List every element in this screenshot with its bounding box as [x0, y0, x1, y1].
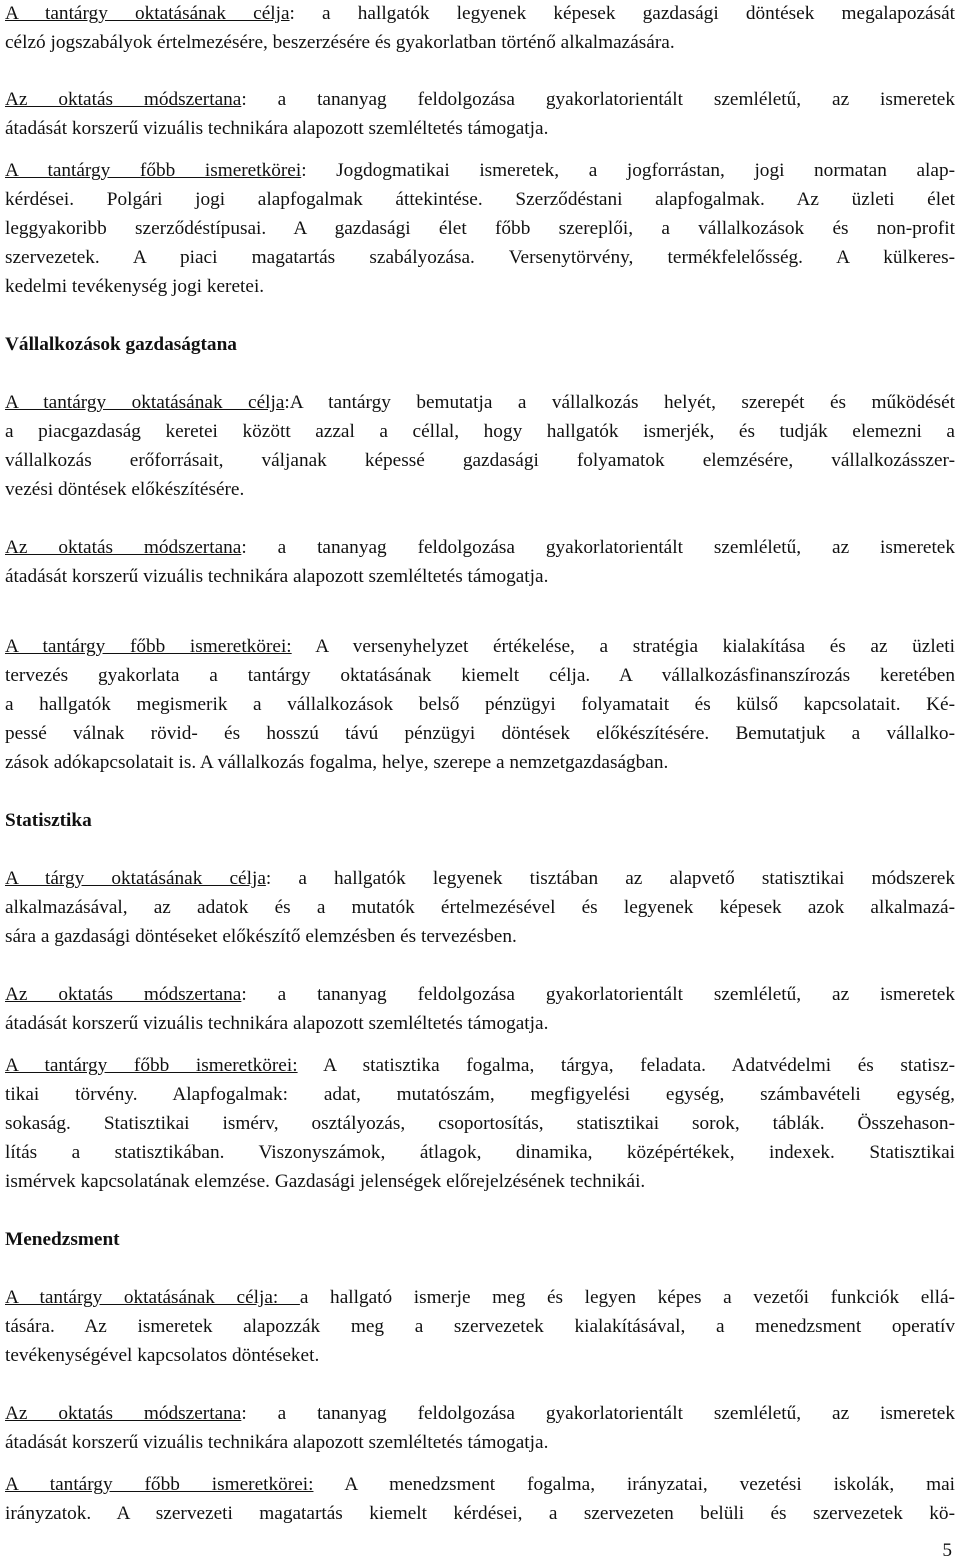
underlined-label: A tantárgy főbb ismeretkörei: [5, 1474, 314, 1495]
text-line [5, 1110, 955, 1137]
line-text: Statisztika [5, 810, 92, 831]
text-line [5, 534, 955, 561]
line-text: vezési döntések előkészítésére. [5, 479, 245, 500]
line-text: sokaság. Statisztikai ismérv, osztályozás, csoportosítás, statisztikai sorok, táblák. Összehason- [5, 1113, 955, 1134]
text-line [5, 1500, 955, 1527]
line-text: : a hallgatók legyenek tisztában az alapvető statisztikai módszerek [265, 868, 955, 889]
line-text: szervezetek. A piaci magatartás szabályozása. Versenytörvény, termékfelelősség. A külkeres- [5, 247, 955, 268]
text-line [5, 1284, 955, 1311]
text-line [5, 1342, 955, 1369]
page-number: 5 [942, 1540, 952, 1561]
line-text: irányzatok. A szervezeti magatartás kiemelt kérdései, a szervezeten belüli és szervezetek kö- [5, 1503, 955, 1524]
line-text: zások adókapcsolatait is. A vállalkozás fogalma, helye, szerepe a nemzetgazdaságban. [5, 752, 669, 773]
line-text: átadását korszerű vizuális technikára alapozott szemléltetés támogatja. [5, 566, 549, 587]
text-line [5, 418, 955, 445]
text-line [5, 923, 955, 950]
line-text: alkalmazásával, az adatok és a mutatók értelmezésével és legyenek képesek azok alkalmazá- [5, 897, 955, 918]
text-line [5, 86, 955, 113]
text-line [5, 29, 955, 56]
text-line [5, 389, 955, 416]
text-line [5, 115, 955, 142]
text-line [5, 476, 955, 503]
underlined-label: A tárgy oktatásának célja [5, 868, 266, 889]
line-text: leggyakoribb szerződéstípusai. A gazdasági élet főbb szereplői, a vállalkozások és non-profit [5, 218, 955, 239]
line-text: :A tantárgy bemutatja a vállalkozás helyét, szerepét és működését [284, 392, 955, 413]
line-text: a piacgazdaság keretei között azzal a céllal, hogy hallgatók ismerjék, és tudják elemezni a [5, 421, 955, 442]
underlined-label: A tantárgy főbb ismeretkörei: [5, 1055, 298, 1076]
underlined-label: A tantárgy főbb ismeretkörei [5, 160, 302, 181]
text-line [5, 1429, 955, 1456]
underlined-label: A tantárgy oktatásának célja [5, 392, 285, 413]
text-line [5, 662, 955, 689]
underlined-label: A tantárgy oktatásának célja: [5, 1287, 300, 1308]
line-text: célzó jogszabályok értelmezésére, beszerzésére és gyakorlatban történő alkalmazására. [5, 32, 675, 53]
line-text: Vállalkozások gazdaságtana [5, 334, 237, 355]
text-line [5, 894, 955, 921]
line-text: : a tananyag feldolgozása gyakorlatorientált szemléletű, az ismeretek [241, 1403, 955, 1424]
line-text: lítás a statisztikában. Viszonyszámok, átlagok, dinamika, középértékek, indexek. Statisztikai [5, 1142, 955, 1163]
line-text: : a hallgatók legyenek képesek gazdasági döntések megalapozását [289, 3, 956, 24]
line-text: tevékenységével kapcsolatos döntéseket. [5, 1345, 320, 1366]
underlined-label: Az oktatás módszertana [5, 537, 242, 558]
underlined-label: Az oktatás módszertana [5, 1403, 242, 1424]
text-line [5, 691, 955, 718]
line-text: A statisztika fogalma, tárgya, feladata. Adatvédelmi és statisz- [297, 1055, 955, 1076]
text-line [5, 215, 955, 242]
line-text: vállalkozás erőforrásait, váljanak képessé gazdasági folyamatok elemzésére, vállalkozásszer- [5, 450, 955, 471]
text-line [5, 563, 955, 590]
underlined-label: Az oktatás módszertana [5, 89, 242, 110]
line-text: a hallgató ismerje meg és legyen képes a vezetői funkciók ellá- [299, 1287, 955, 1308]
section-heading [5, 807, 955, 834]
line-text: ismérvek kapcsolatának elemzése. Gazdasági jelenségek előrejelzésének technikái. [5, 1171, 646, 1192]
line-text: A menedzsment fogalma, irányzatai, vezetési iskolák, mai [313, 1474, 955, 1495]
text-line [5, 447, 955, 474]
text-line [5, 186, 955, 213]
underlined-label: A tantárgy főbb ismeretkörei: [5, 636, 292, 657]
line-text: átadását korszerű vizuális technikára alapozott szemléltetés támogatja. [5, 1432, 549, 1453]
text-line [5, 1010, 955, 1037]
section-heading [5, 331, 955, 358]
line-text: kedelmi tevékenység jogi keretei. [5, 276, 265, 297]
line-text: átadását korszerű vizuális technikára alapozott szemléltetés támogatja. [5, 118, 549, 139]
line-text: : a tananyag feldolgozása gyakorlatorientált szemléletű, az ismeretek [241, 89, 955, 110]
line-text: : Jogdogmatikai ismeretek, a jogforrástan, jogi normatan alap- [301, 160, 956, 181]
text-line [5, 273, 955, 300]
text-line [5, 1313, 955, 1340]
underlined-label: Az oktatás módszertana [5, 984, 242, 1005]
line-text: kérdései. Polgári jogi alapfogalmak áttekintése. Szerződéstani alapfogalmak. Az üzleti élet [5, 189, 955, 210]
line-text: átadását korszerű vizuális technikára alapozott szemléltetés támogatja. [5, 1013, 549, 1034]
section-heading [5, 1226, 955, 1253]
line-text: Menedzsment [5, 1229, 120, 1250]
text-line [5, 1139, 955, 1166]
text-line [5, 633, 955, 660]
text-line [5, 1052, 955, 1079]
text-line [5, 1400, 955, 1427]
line-text: sára a gazdasági döntéseket előkészítő elemzésben és tervezésben. [5, 926, 517, 947]
text-line [5, 749, 955, 776]
text-line [5, 865, 955, 892]
line-text: A versenyhelyzet értékelése, a stratégia kialakítása és az üzleti [291, 636, 955, 657]
line-text: pessé válnak rövid- és hosszú távú pénzügyi döntések előkészítésére. Bemutatjuk a vállalko- [5, 723, 955, 744]
text-line [5, 0, 955, 27]
line-text: tikai törvény. Alapfogalmak: adat, mutatószám, megfigyelési egység, számbavételi egység, [5, 1084, 955, 1105]
text-line [5, 157, 955, 184]
text-line [5, 1168, 955, 1195]
text-line [5, 981, 955, 1008]
line-text: : a tananyag feldolgozása gyakorlatorientált szemléletű, az ismeretek [241, 537, 955, 558]
line-text: a hallgatók megismerik a vállalkozások belső pénzügyi folyamatait és külső kapcsolatait. Ké- [5, 694, 955, 715]
line-text: tására. Az ismeretek alapozzák meg a szervezetek kialakításával, a menedzsment operatív [5, 1316, 955, 1337]
text-line [5, 720, 955, 747]
line-text: tervezés gyakorlata a tantárgy oktatásának kiemelt célja. A vállalkozásfinanszírozás keretében [5, 665, 955, 686]
underlined-label: A tantárgy oktatásának célja [5, 3, 290, 24]
text-line [5, 1081, 955, 1108]
text-line [5, 1471, 955, 1498]
text-line [5, 244, 955, 271]
line-text: : a tananyag feldolgozása gyakorlatorientált szemléletű, az ismeretek [241, 984, 955, 1005]
